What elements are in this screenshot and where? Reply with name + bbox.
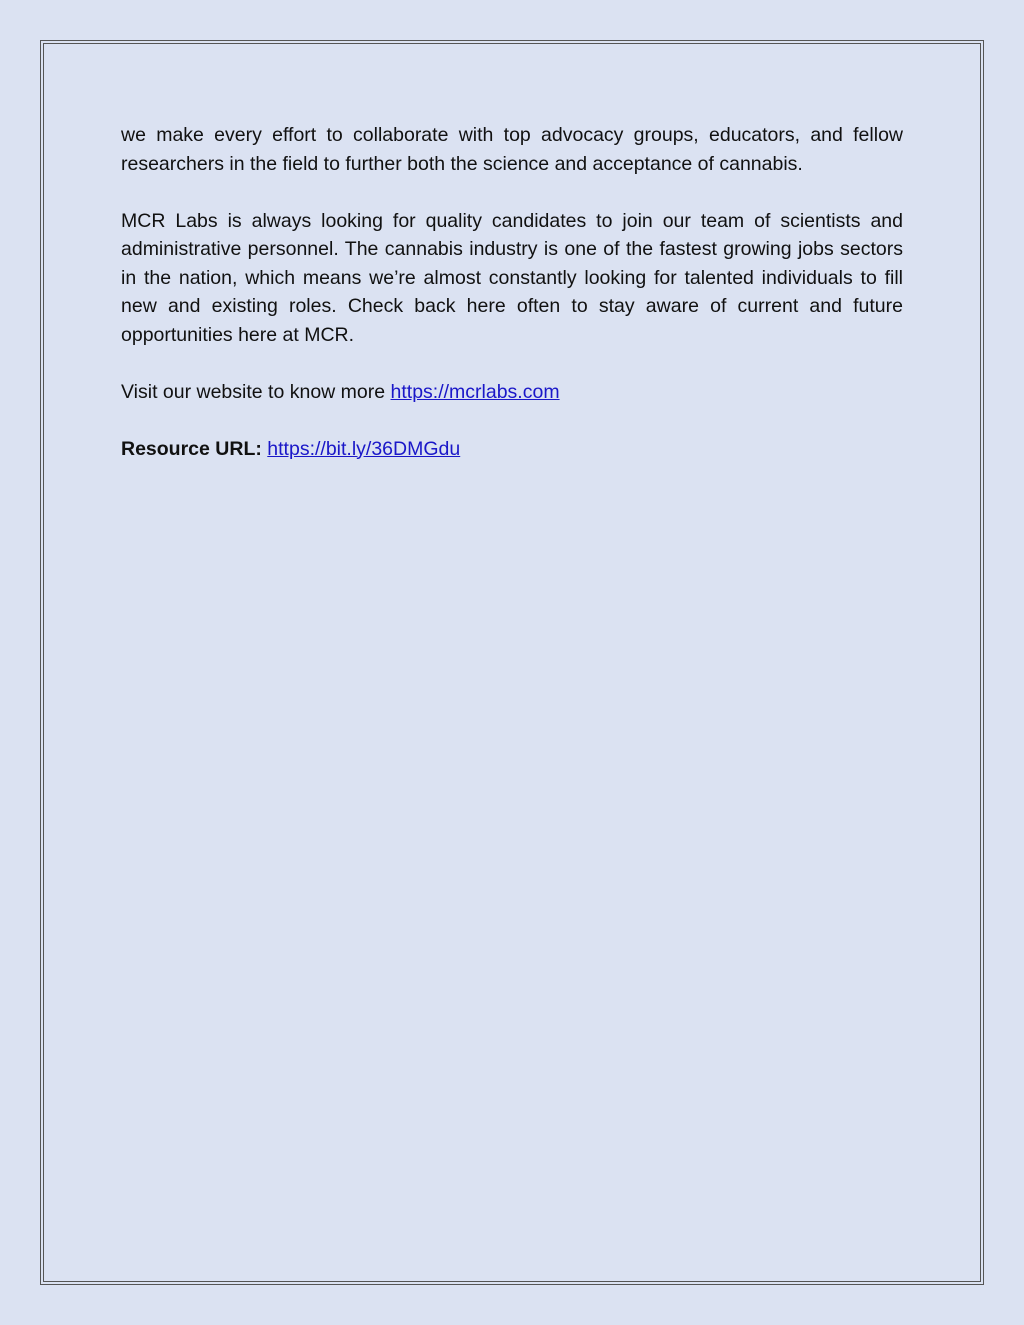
paragraph-collaboration: we make every effort to collaborate with top advocacy groups, educators, and fellow researchers in the field to further both the science and acceptance of cannabis. — [121, 124, 903, 175]
paragraph-careers: MCR Labs is always looking for quality candidates to join our team of scientists and administrative personnel. The cannabis industry is one of the fastest growing jobs sectors in the nation, which means we’re almost constantly looking for talented individuals to fill new and existing roles. Check back here often to stay aware of current and future opportunities here at MCR. — [121, 209, 903, 346]
document-body — [121, 121, 903, 492]
resource-url-label: Resource URL: — [121, 437, 262, 460]
resource-url-link[interactable]: https://bit.ly/36DMGdu — [267, 437, 461, 460]
visit-website-line — [121, 378, 903, 407]
resource-url-line — [121, 435, 903, 464]
visit-website-text: Visit our website to know more — [121, 380, 391, 403]
website-link[interactable]: https://mcrlabs.com — [390, 380, 560, 403]
